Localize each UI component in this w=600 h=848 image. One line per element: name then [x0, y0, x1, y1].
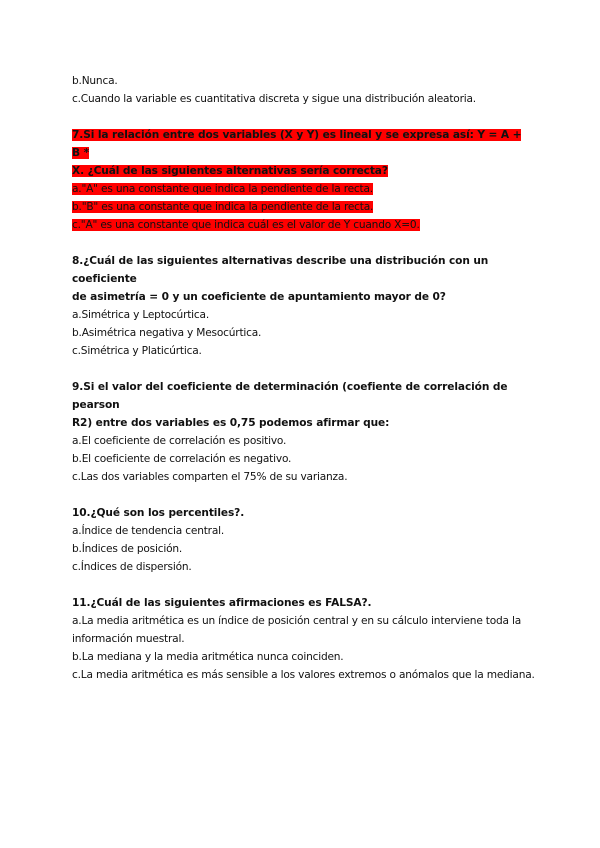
- spacer: [72, 576, 532, 594]
- q8-option-a: a.Simétrica y Leptocúrtica.: [72, 309, 210, 321]
- q10-text: 10.¿Qué son los percentiles?.: [72, 507, 245, 519]
- q11-text: 11.¿Cuál de las siguientes afirmaciones es FALSA?.: [72, 597, 372, 609]
- q9-option-c: c.Las dos variables comparten el 75% de su varianza.: [72, 471, 348, 483]
- spacer: [72, 486, 532, 504]
- question-10: [72, 504, 532, 576]
- q7-text-line2: X. ¿Cuál de las siguientes alternativas sería correcta?: [72, 165, 388, 177]
- q9-text-line2: R2) entre dos variables es 0,75 podemos afirmar que:: [72, 417, 390, 429]
- q11-option-b: b.La mediana y la media aritmética nunca coinciden.: [72, 651, 344, 663]
- q6-option-c: c.Cuando la variable es cuantitativa discreta y sigue una distribución aleatoria.: [72, 93, 476, 105]
- q10-option-c: c.Índices de dispersión.: [72, 561, 192, 573]
- q11-option-a-line2: información muestral.: [72, 633, 185, 645]
- q6-option-b: b.Nunca.: [72, 75, 118, 87]
- q10-option-b: b.Índices de posición.: [72, 543, 183, 555]
- q8-text-line1: 8.¿Cuál de las siguientes alternativas describe una distribución con un coeficiente: [72, 255, 489, 285]
- q7-option-b: b."B" es una constante que indica la pendiente de la recta.: [72, 201, 374, 213]
- q8-option-c: c.Simétrica y Platicúrtica.: [72, 345, 202, 357]
- q10-option-a: a.Índice de tendencia central.: [72, 525, 225, 537]
- spacer: [72, 108, 532, 126]
- q7-text-line1: 7.Si la relación entre dos variables (X y Y) es lineal y se expresa así: Y = A + B *: [72, 129, 522, 159]
- q11-option-a-line1: a.La media aritmética es un índice de posición central y en su cálculo interviene toda la: [72, 615, 522, 627]
- q11-option-c: c.La media aritmética es más sensible a los valores extremos o anómalos que la mediana.: [72, 669, 535, 681]
- q8-option-b: b.Asimétrica negativa y Mesocúrtica.: [72, 327, 262, 339]
- document-page: [72, 72, 535, 684]
- q9-option-a: a.El coeficiente de correlación es positivo.: [72, 435, 287, 447]
- question-7: [72, 126, 532, 234]
- q7-option-c: c."A" es una constante que indica cuál es el valor de Y cuando X=0.: [72, 219, 420, 231]
- question-8: [72, 252, 532, 360]
- question-9: [72, 378, 532, 486]
- spacer: [72, 234, 532, 252]
- q9-option-b: b.El coeficiente de correlación es negativo.: [72, 453, 292, 465]
- question-11: [72, 594, 535, 684]
- q8-text-line2: de asimetría = 0 y un coeficiente de apuntamiento mayor de 0?: [72, 291, 446, 303]
- q7-option-a: a."A" es una constante que indica la pendiente de la recta.: [72, 183, 373, 195]
- q9-text-line1: 9.Si el valor del coeficiente de determinación (coefiente de correlación de pearson: [72, 381, 508, 411]
- spacer: [72, 360, 532, 378]
